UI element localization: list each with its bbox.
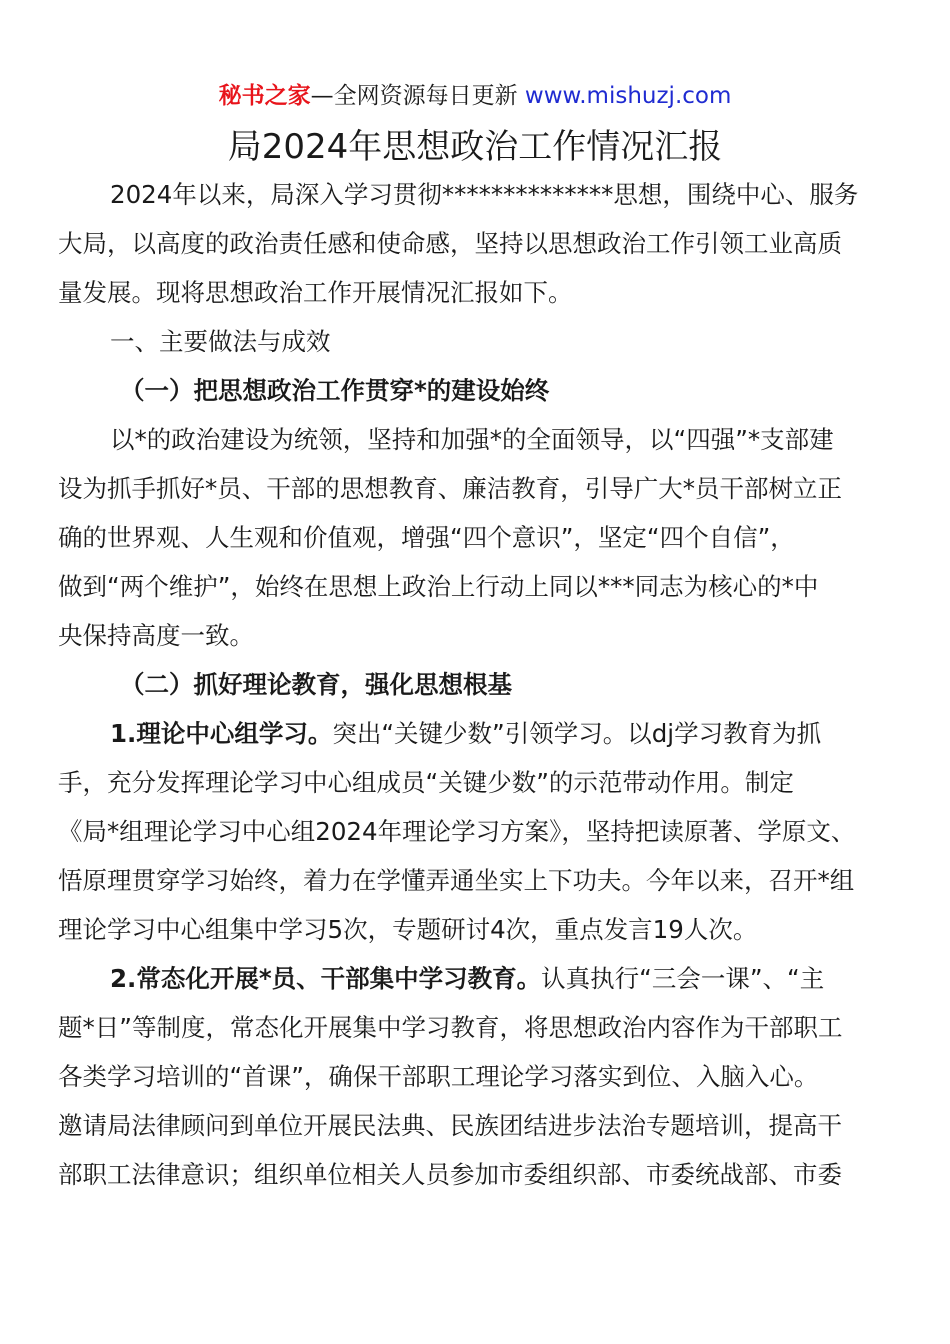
subsection-heading: （二）抓好理论教育，强化思想根基 — [120, 670, 512, 699]
paragraph-line: 题*日”等制度，常态化开展集中学习教育，将思想政治内容作为干部职工 — [58, 1013, 843, 1042]
paragraph-line: 做到“两个维护”，始终在思想上政治上行动上同以***同志为核心的*中 — [58, 572, 819, 601]
paragraph-line: 邀请局法律顾问到单位开展民法典、民族团结进步法治专题培训，提高干 — [58, 1111, 842, 1140]
item-text: 突出“关键少数”引领学习。以dj学习教育为抓 — [332, 719, 822, 748]
banner-tagline: —全网资源每日更新 — [310, 83, 518, 109]
paragraph-line: 理论学习中心组集中学习5次，专题研讨4次，重点发言19人次。 — [58, 915, 758, 944]
item-heading: 2.常态化开展*员、干部集中学习教育。 — [110, 964, 542, 993]
document-title: 局2024年思想政治工作情况汇报 — [227, 127, 723, 167]
paragraph-line — [58, 709, 888, 758]
item-heading: 1.理论中心组学习。 — [110, 719, 333, 748]
document-body — [58, 170, 888, 1199]
item-text: 认真执行“三会一课”、“主 — [541, 964, 825, 993]
paragraph-line: 央保持高度一致。 — [58, 621, 254, 650]
site-banner — [0, 80, 950, 112]
paragraph-line: 悟原理贯穿学习始终，着力在学懂弄通坐实上下功夫。今年以来，召开*组 — [58, 866, 855, 895]
paragraph-line: 设为抓手抓好*员、干部的思想教育、廉洁教育，引导广大*员干部树立正 — [58, 474, 842, 503]
paragraph-line: 手，充分发挥理论学习中心组成员“关键少数”的示范带动作用。制定 — [58, 768, 794, 797]
subsection-heading: （一）把思想政治工作贯穿*的建设始终 — [120, 376, 550, 405]
paragraph-line: 以*的政治建设为统领，坚持和加强*的全面领导，以“四强”*支部建 — [110, 425, 834, 454]
paragraph-line: 各类学习培训的“首课”，确保干部职工理论学习落实到位、入脑入心。 — [58, 1062, 819, 1091]
paragraph-line: 部职工法律意识；组织单位相关人员参加市委组织部、市委统战部、市委 — [58, 1160, 842, 1189]
paragraph-line: 量发展。现将思想政治工作开展情况汇报如下。 — [58, 278, 573, 307]
paragraph-line: 《局*组理论学习中心组2024年理论学习方案》，坚持把读原著、学原文、 — [58, 817, 856, 846]
paragraph-line: 2024年以来，局深入学习贯彻**************思想，围绕中心、服务 — [110, 180, 859, 209]
banner-url[interactable]: www.mishuzj.com — [524, 83, 732, 109]
paragraph-line: 确的世界观、人生观和价值观，增强“四个意识”，坚定“四个自信”， — [58, 523, 795, 552]
paragraph-line — [58, 954, 888, 1003]
section-heading: 一、主要做法与成效 — [110, 327, 331, 356]
paragraph-line: 大局，以高度的政治责任感和使命感，坚持以思想政治工作引领工业高质 — [58, 229, 842, 258]
brand-name: 秘书之家 — [218, 83, 311, 109]
